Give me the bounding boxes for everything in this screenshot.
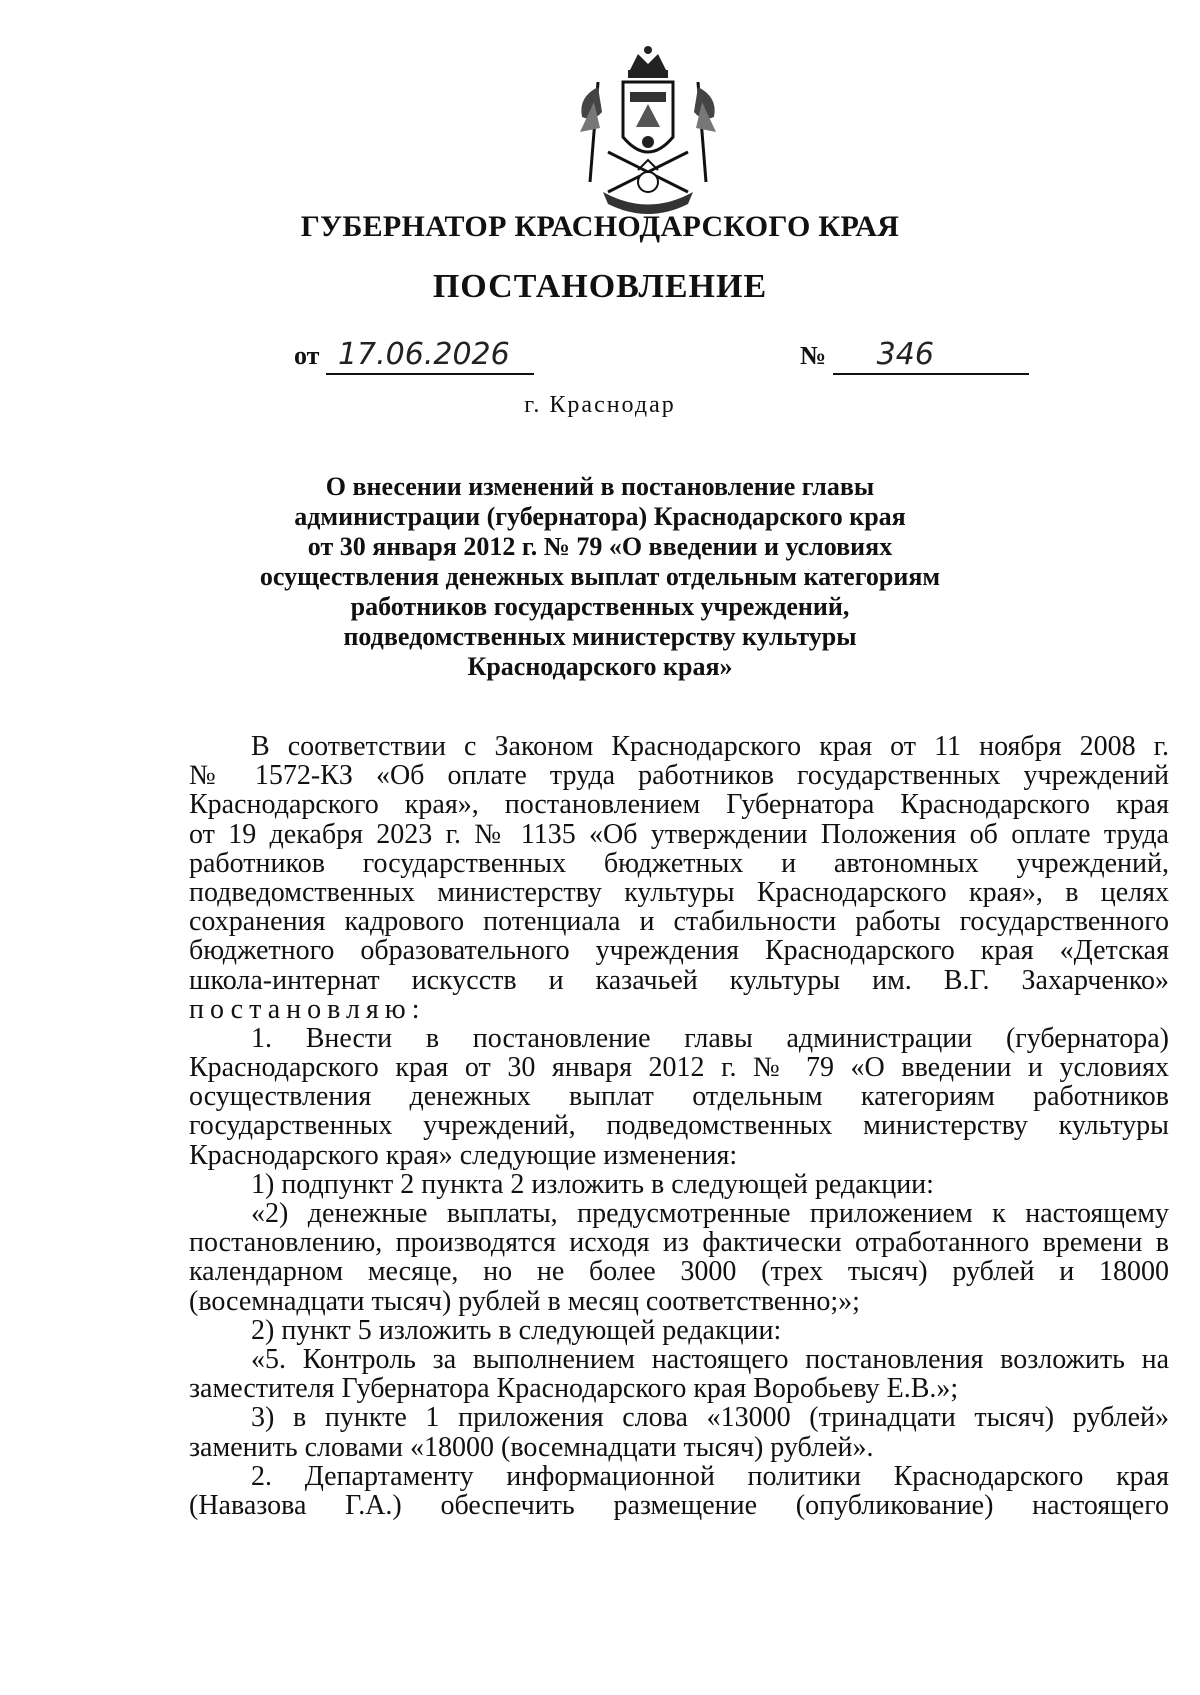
body-line: № 1572-КЗ «Об оплате труда работников государственных учреждений xyxy=(189,760,1169,792)
document-body xyxy=(189,732,1169,1520)
body-line: (Навазова Г.А.) обеспечить размещение (опубликование) настоящего xyxy=(189,1489,1169,1521)
coat-of-arms-emblem xyxy=(568,42,728,222)
document-title xyxy=(180,472,1020,682)
body-line-resolution: постановляю: xyxy=(189,993,426,1025)
body-line: 1) подпункт 2 пункта 2 изложить в следующей редакции: xyxy=(251,1168,934,1200)
title-line: Краснодарского края» xyxy=(467,652,733,681)
body-line: сохранения кадрового потенциала и стабильности работы государственного xyxy=(189,906,1169,938)
body-line: Краснодарского края», постановлением Губернатора Краснодарского края xyxy=(189,789,1169,821)
issuing-authority: ГУБЕРНАТОР КРАСНОДАРСКОГО КРАЯ xyxy=(300,210,900,243)
body-line: заместителя Губернатора Краснодарского края Воробьеву Е.В.»; xyxy=(189,1373,959,1405)
date-prefix: от xyxy=(294,341,320,370)
body-line: школа-интернат искусств и казачьей культуры им. В.Г. Захарченко» xyxy=(189,964,1169,996)
number-field xyxy=(833,338,1029,375)
number-value: 346 xyxy=(876,337,934,372)
body-line: В соответствии с Законом Краснодарского края от 11 ноября 2008 г. xyxy=(251,731,1169,762)
number-prefix: № xyxy=(800,341,827,370)
date-field xyxy=(326,338,534,375)
body-line: бюджетного образовательного учреждения Краснодарского края «Детская xyxy=(189,935,1169,967)
body-line: постановлению, производятся исходя из фактически отработанного времени в xyxy=(189,1227,1169,1259)
body-line: 3) в пункте 1 приложения слова «13000 (тринадцати тысяч) рублей» xyxy=(251,1402,1169,1434)
body-line: подведомственных министерству культуры Краснодарского края», в целях xyxy=(189,876,1169,908)
document-date xyxy=(294,338,534,375)
title-line: работников государственных учреждений, xyxy=(350,592,850,621)
body-line: Краснодарского края от 30 января 2012 г. № 79 «О введении и условиях xyxy=(189,1052,1169,1084)
body-line: 1. Внести в постановление главы администрации (губернатора) xyxy=(251,1022,1169,1054)
city: г. Краснодар xyxy=(524,392,676,418)
body-line: 2. Департаменту информационной политики Краснодарского края xyxy=(251,1460,1169,1492)
body-line: Краснодарского края» следующие изменения: xyxy=(189,1139,738,1171)
document-number xyxy=(800,338,1029,375)
title-line: подведомственных министерству культуры xyxy=(343,622,857,651)
body-line: (восемнадцати тысяч) рублей в месяц соответственно;»; xyxy=(189,1285,860,1317)
document-type: ПОСТАНОВЛЕНИЕ xyxy=(432,268,768,305)
body-line: заменить словами «18000 (восемнадцати тысяч) рублей». xyxy=(189,1431,874,1463)
body-line: от 19 декабря 2023 г. № 1135 «Об утверждении Положения об оплате труда xyxy=(189,818,1169,850)
body-line: 2) пункт 5 изложить в следующей редакции: xyxy=(251,1314,782,1346)
body-line: государственных учреждений, подведомственных министерству культуры xyxy=(189,1110,1169,1142)
date-value: 17.06.2026 xyxy=(337,337,510,372)
title-line: администрации (губернатора) Краснодарского края xyxy=(294,502,906,531)
body-line: «2) денежные выплаты, предусмотренные приложением к настоящему xyxy=(251,1198,1169,1229)
body-line: работников государственных бюджетных и автономных учреждений, xyxy=(189,847,1169,879)
title-line: осуществления денежных выплат отдельным категориям xyxy=(259,562,941,591)
title-line: О внесении изменений в постановление главы xyxy=(325,472,875,501)
body-line: «5. Контроль за выполнением настоящего постановления возложить на xyxy=(251,1343,1169,1375)
body-line: календарном месяце, но не более 3000 (трех тысяч) рублей и 18000 xyxy=(189,1256,1169,1288)
body-line: осуществления денежных выплат отдельным категориям работников xyxy=(189,1081,1169,1113)
title-line: от 30 января 2012 г. № 79 «О введении и условиях xyxy=(307,532,893,561)
